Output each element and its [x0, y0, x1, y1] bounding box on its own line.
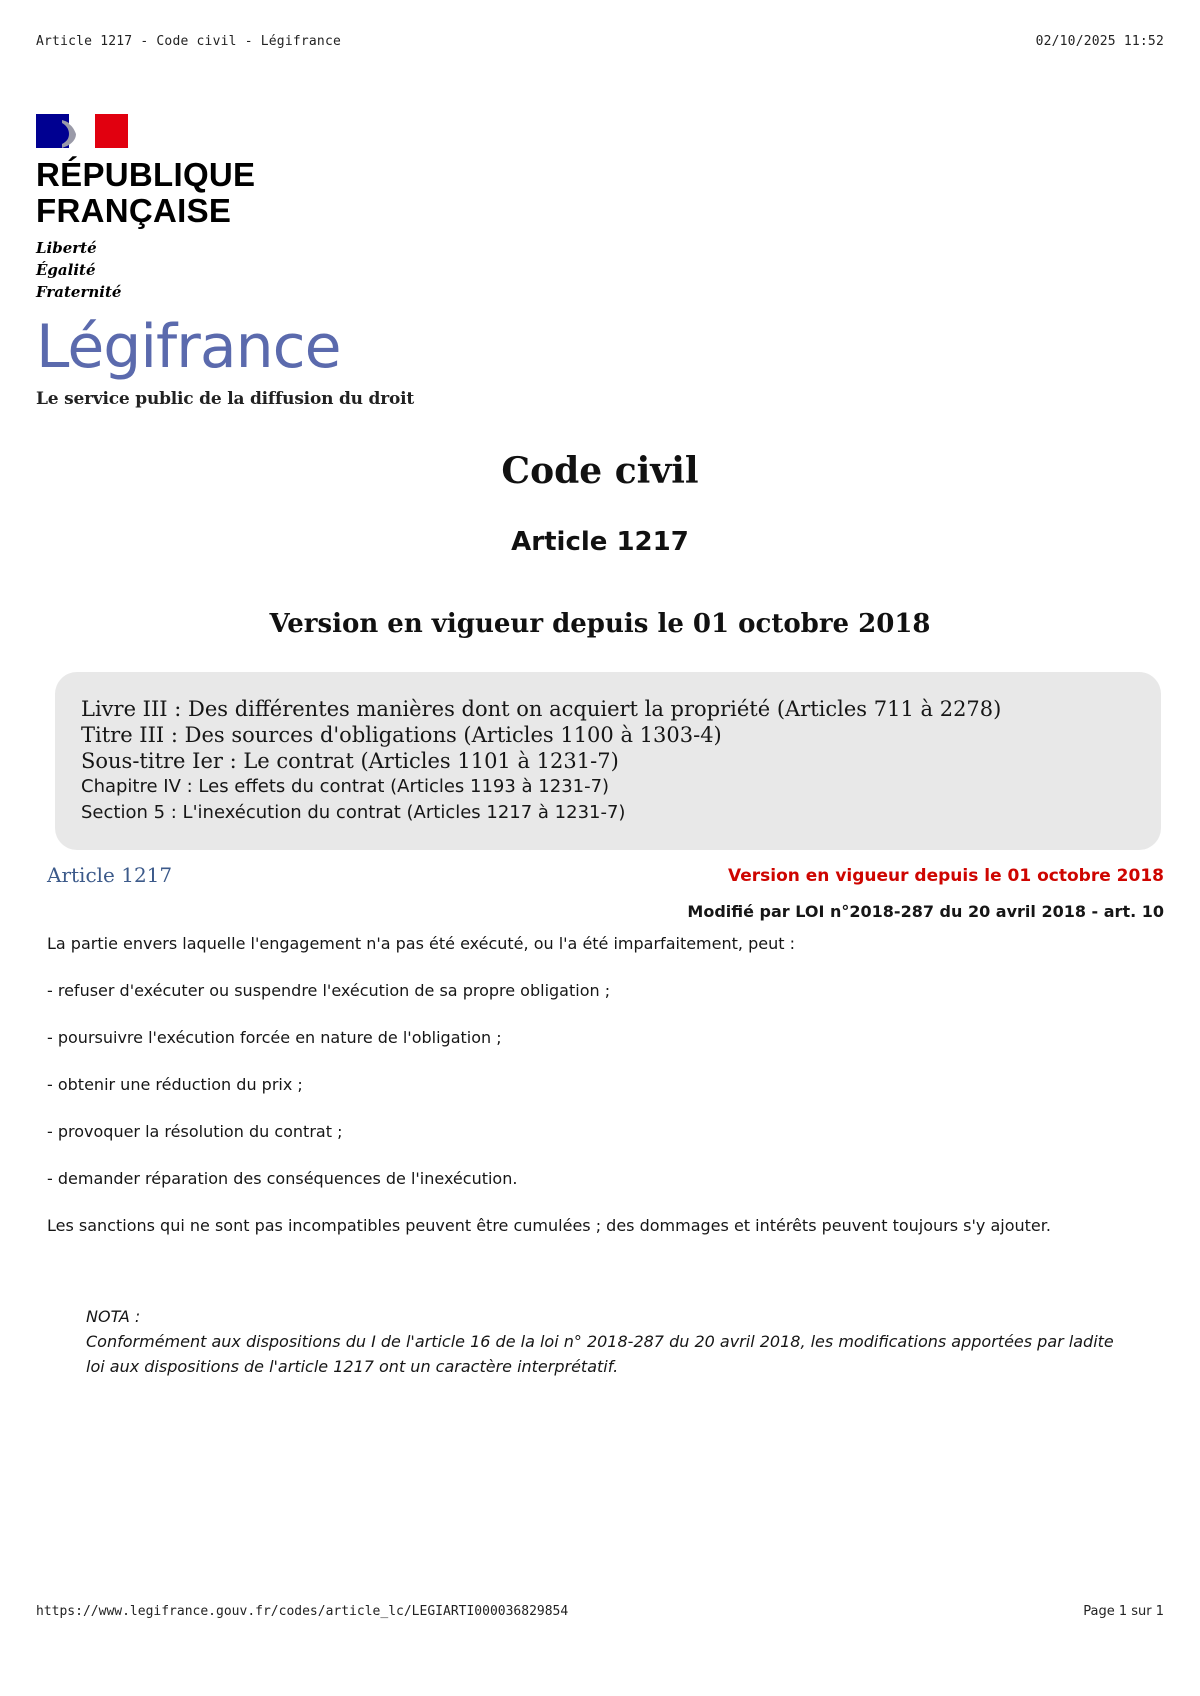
nota-label: NOTA : — [86, 1307, 141, 1326]
article-paragraph: - obtenir une réduction du prix ; — [47, 1075, 303, 1094]
article-label: Article 1217 — [47, 863, 173, 887]
article-paragraph: - demander réparation des conséquences de l'inexécution. — [47, 1169, 518, 1188]
print-header-title: Article 1217 - Code civil - Légifrance — [36, 34, 342, 49]
print-footer-page: Page 1 sur 1 — [1083, 1604, 1164, 1619]
code-title: Code civil — [501, 450, 699, 492]
print-header-date: 02/10/2025 11:52 — [1035, 34, 1164, 49]
motto-liberte: Liberté — [36, 239, 97, 257]
hierarchy-breadcrumb — [55, 672, 1161, 850]
print-footer-url: https://www.legifrance.gouv.fr/codes/article_lc/LEGIARTI000036829854 — [36, 1604, 569, 1619]
nota-block — [86, 1304, 1166, 1379]
print-header — [36, 34, 1164, 54]
motto-fraternite: Fraternité — [36, 283, 122, 301]
hierarchy-section[interactable]: Section 5 : L'inexécution du contrat (Articles 1217 à 1231-7) — [81, 802, 626, 823]
nota-line: loi aux dispositions de l'article 1217 ont un caractère interprétatif. — [86, 1357, 619, 1376]
marianne-flag-icon — [36, 114, 128, 148]
republique-line-1: RÉPUBLIQUE — [36, 156, 256, 193]
article-paragraph: La partie envers laquelle l'engagement n'a pas été exécuté, ou l'a été imparfaitement, peut : — [47, 934, 795, 953]
legifrance-logo[interactable]: Légifrance — [36, 312, 341, 382]
hierarchy-titre[interactable]: Titre III : Des sources d'obligations (Articles 1100 à 1303-4) — [81, 723, 722, 747]
legifrance-tagline: Le service public de la diffusion du droit — [36, 389, 415, 409]
modified-by[interactable]: Modifié par LOI n°2018-287 du 20 avril 2018 - art. 10 — [687, 902, 1164, 921]
hierarchy-livre[interactable]: Livre III : Des différentes manières dont on acquiert la propriété (Articles 711 à 2278) — [81, 697, 1002, 721]
print-footer — [36, 1604, 1164, 1624]
article-paragraph: - provoquer la résolution du contrat ; — [47, 1122, 343, 1141]
hierarchy-chapitre[interactable]: Chapitre IV : Les effets du contrat (Articles 1193 à 1231-7) — [81, 776, 610, 797]
nota-line: Conformément aux dispositions du I de l'article 16 de la loi n° 2018-287 du 20 avril 2018, les modifications apportées par ladite — [86, 1332, 1114, 1351]
article-paragraph: - refuser d'exécuter ou suspendre l'exécution de sa propre obligation ; — [47, 981, 611, 1000]
version-status: Version en vigueur depuis le 01 octobre 2018 — [727, 866, 1164, 886]
republique-line-2: FRANÇAISE — [36, 192, 232, 229]
logo-block — [36, 114, 456, 409]
article-body — [47, 934, 1167, 1263]
hierarchy-sous-titre[interactable]: Sous-titre Ier : Le contrat (Articles 1101 à 1231-7) — [81, 749, 619, 773]
version-heading: Version en vigueur depuis le 01 octobre 2018 — [269, 609, 931, 639]
article-title: Article 1217 — [511, 527, 689, 557]
motto-egalite: Égalité — [36, 261, 96, 279]
article-paragraph: - poursuivre l'exécution forcée en nature de l'obligation ; — [47, 1028, 502, 1047]
article-paragraph: Les sanctions qui ne sont pas incompatibles peuvent être cumulées ; des dommages et intérêts peuvent toujours s'y ajouter. — [47, 1216, 1051, 1235]
